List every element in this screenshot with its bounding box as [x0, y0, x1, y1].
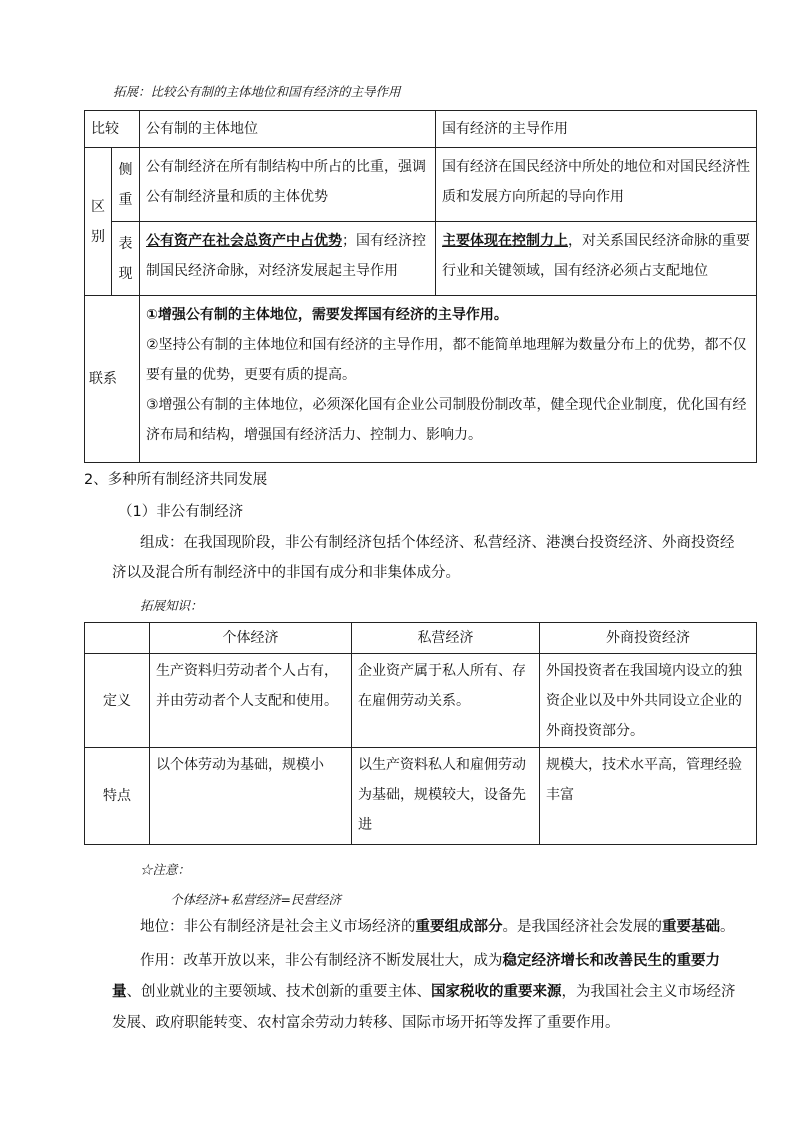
- focus-public-cell: 公有制经济在所有制结构中所占的比重，强调公有制经济量和质的主体优势: [140, 148, 436, 222]
- focus-state-cell: 国有经济在国民经济中所处的地位和对国民经济性质和发展方向所起的导向作用: [436, 148, 757, 222]
- difference-cell: [85, 148, 112, 296]
- role-text-3: ，为我国社会主义市场经济发展、政府职能转变、农村富余劳动力转移、国际市场开拓等发挥了重要作用。: [112, 984, 736, 1031]
- compare-header: 比较: [85, 111, 140, 148]
- role-label: 作用：: [140, 953, 184, 969]
- link-item-3: ③增强公有制的主体地位，必须深化国有企业公司制股份制改革，健全现代企业制度，优化国有经济布局和结构，增强国有经济活力、控制力、影响力。: [146, 397, 747, 443]
- definition-private: 企业资产属于私人所有、存在雇佣劳动关系。: [352, 654, 540, 748]
- subsection-1-heading: （1）非公有制经济: [118, 504, 244, 520]
- definition-label: 定义: [85, 654, 150, 748]
- comparison-table: [84, 110, 757, 463]
- section-2-heading: 2、多种所有制经济共同发展: [84, 472, 268, 488]
- individual-economy-header: 个体经济: [150, 623, 352, 654]
- feature-private: 以生产资料私人和雇佣劳动为基础，规模较大，设备先进: [352, 748, 540, 845]
- private-economy-header: 私营经济: [352, 623, 540, 654]
- position-label: 地位：: [140, 919, 184, 935]
- manifestation-state-rest: ，对关系国民经济命脉的重要行业和关键领域，国有经济必须占支配地位: [442, 233, 750, 279]
- position-text-3: 。: [720, 919, 735, 935]
- manifestation-state-cell: [436, 222, 757, 296]
- difference-label: 区别: [91, 198, 105, 245]
- role-text-1: 改革开放以来，非公有制经济不断发展壮大，成为: [183, 953, 503, 969]
- position-bold-2: 重要基础: [662, 919, 720, 935]
- feature-foreign: 规模大，技术水平高，管理经验丰富: [540, 748, 757, 845]
- position-bold-1: 重要组成部分: [415, 919, 503, 935]
- focus-label: 侧重: [118, 161, 133, 208]
- manifestation-public-bold: 公有资产在社会总资产中占优势: [146, 233, 342, 249]
- link-item-1: ①增强公有制的主体地位，需要发挥国有经济的主导作用。: [146, 307, 508, 323]
- manifestation-cell: [112, 222, 140, 296]
- role-text-2: 、创业就业的主要领域、技术创新的重要主体、: [126, 984, 431, 1000]
- table2-corner-cell: [85, 623, 150, 654]
- role-paragraph: [112, 946, 748, 1039]
- link-label: 联系: [85, 296, 140, 463]
- feature-individual: 以个体劳动为基础，规模小: [150, 748, 352, 845]
- role-bold-2: 国家税收的重要来源: [431, 984, 562, 1000]
- manifestation-public-cell: [140, 222, 436, 296]
- manifestation-state-bold: 主要体现在控制力上: [442, 233, 568, 249]
- attention-label: ☆注意：: [140, 862, 191, 877]
- position-text-1: 非公有制经济是社会主义市场经济的: [183, 919, 416, 935]
- link-content: [140, 296, 757, 463]
- state-economy-header: 国有经济的主导作用: [436, 111, 757, 148]
- foreign-investment-header: 外商投资经济: [540, 623, 757, 654]
- composition-paragraph: 组成：在我国现阶段，非公有制经济包括个体经济、私营经济、港澳台投资经济、外商投资经济以及混合所有制经济中的非国有成分和非集体成分。: [112, 535, 735, 581]
- expand-knowledge-label: 拓展知识：: [140, 598, 203, 613]
- definition-individual: 生产资料归劳动者个人占有，并由劳动者个人支配和使用。: [150, 654, 352, 748]
- public-ownership-header: 公有制的主体地位: [140, 111, 436, 148]
- manifestation-label: 表现: [118, 235, 133, 282]
- expand-title: 拓展：比较公有制的主体地位和国有经济的主导作用: [113, 84, 401, 99]
- manifestation-public-rest: ；国有经济控制国民经济命脉，对经济发展起主导作用: [146, 233, 426, 279]
- non-public-economy-table: [84, 622, 757, 845]
- definition-foreign: 外国投资者在我国境内设立的独资企业以及中外共同设立企业的外商投资部分。: [540, 654, 757, 748]
- link-item-2: ②坚持公有制的主体地位和国有经济的主导作用，都不能简单地理解为数量分布上的优势，都不仅要有量的优势，更要有质的提高。: [146, 337, 747, 383]
- focus-cell: [112, 148, 140, 222]
- position-text-2: 。是我国经济社会发展的: [502, 919, 662, 935]
- feature-label: 特点: [85, 748, 150, 845]
- formula-text: 个体经济+私营经济=民营经济: [170, 892, 341, 907]
- role-bold-1: 稳定经济增长和改善民生的重要力量: [112, 953, 720, 1000]
- position-paragraph: [112, 912, 748, 942]
